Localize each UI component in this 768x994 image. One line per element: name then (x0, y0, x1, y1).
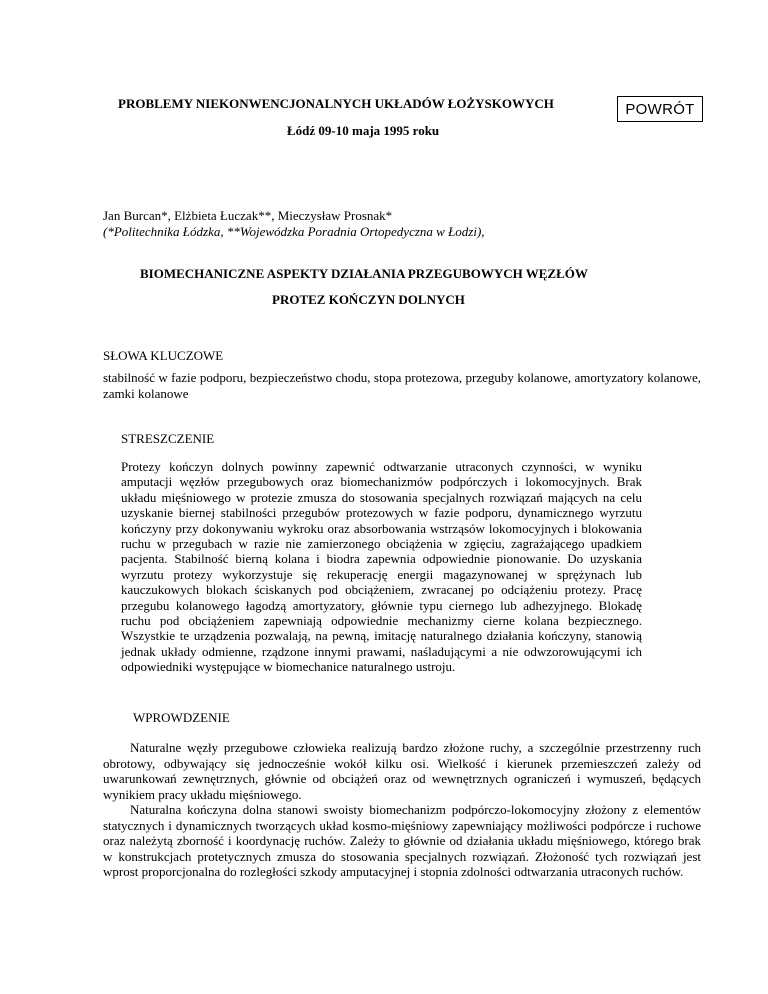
introduction-paragraph-2: Naturalna kończyna dolna stanowi swoisty biomechanizm podpórczo-lokomocyjny złożony z elementów statycznych i dynamicznych tworzących układ kosmo-mięśniowy zapewniający możliwości podpórcze i ruchowe oraz należytą zborność i koordynację ruchów. Zależy to głównie od działania układu mięśniowego, którego brak w konstrukcjach protetycznych zmusza do stosowania specjalnych rozwiązań. Złożoność tych rozwiązań jest wprost proporcjonalna do rozległości szkody amputacyjnej i stopnia zdolności odtwarzania utraconych ruchów. (103, 802, 701, 879)
paper-title-line-2: PROTEZ KOŃCZYN DOLNYCH (272, 292, 465, 307)
author-names: Jan Burcan*, Elżbieta Łuczak**, Mieczysław Prosnak* (103, 208, 393, 223)
conference-date: Łódź 09-10 maja 1995 roku (287, 123, 440, 138)
introduction-heading: WPROWDZENIE (133, 710, 230, 725)
introduction-paragraph-1: Naturalne węzły przegubowe człowieka realizują bardzo złożone ruchy, a szczególnie przestrzenny ruch obrotowy, odbywający się jednocześnie wokół kilku osi. Wielkość i kierunek przemieszczeń zależy od uwarunkowań zewnętrznych, głównie od obciążeń oraz od wewnętrznych ograniczeń i wymuszeń, będących wynikiem pracy układu mięśniowego. (103, 740, 701, 802)
keywords-text: stabilność w fazie podporu, bezpieczeństwo chodu, stopa protezowa, przeguby kolanowe, amortyzatory kolanowe, zamki kolanowe (103, 370, 701, 401)
abstract-heading: STRESZCZENIE (121, 431, 215, 446)
paper-title-line-1: BIOMECHANICZNE ASPEKTY DZIAŁANIA PRZEGUBOWYCH WĘZŁÓW (140, 266, 588, 281)
keywords-heading: SŁOWA KLUCZOWE (103, 348, 224, 363)
abstract-text: Protezy kończyn dolnych powinny zapewnić odtwarzanie utraconych czynności, w wyniku amputacji węzłów przegubowych oraz biomechanizmów podpórczych i lokomocyjnych. Brak układu mięśniowego w protezie zmusza do stosowania specjalnych rozwiązań mających na celu uzyskanie biernej stabilności przegubów protezowych w fazie podporu, dynamicznego wyrzutu kończyny przy dokonywaniu wykroku oraz absorbowania wstrząsów lokomocyjnych i blokowania ruchu w przegubach w razie nie zamierzonego obciążenia w zgięciu, zagrażającego upadkiem pacjenta. Stabilność bierną kolana i biodra zapewnia odpowiednie pionowanie. Do uzyskania wyrzutu protezy wykorzystuje się rekuperację energii magazynowanej w sprężynach lub kauczukowych blokach ściskanych pod obciążeniem, zwracanej po odciążeniu protezy. Pracę przegubu kolanowego łagodzą amortyzatory, głównie typu ciernego lub adhezyjnego. Blokadę ruchu pod obciążeniem zapewniają odpowiednie mechanizmy cierne kolana bezpiecznego. Wszystkie te urządzenia pozwalają, na pewną, imitację naturalnego działania kończyny, stanowią jednak układy odmienne, rządzone innymi prawami, naśladującymi a nie odwzorowującymi ich odpowiedniki występujące w biomechanice naturalnego ustroju. (121, 459, 642, 675)
conference-title: PROBLEMY NIEKONWENCJONALNYCH UKŁADÓW ŁOŻYSKOWYCH (118, 96, 554, 111)
introduction-body (103, 740, 701, 880)
back-button[interactable]: POWRÓT (617, 96, 703, 122)
author-affiliations: (*Politechnika Łódzka, **Wojewódzka Poradnia Ortopedyczna w Łodzi), (103, 224, 485, 239)
